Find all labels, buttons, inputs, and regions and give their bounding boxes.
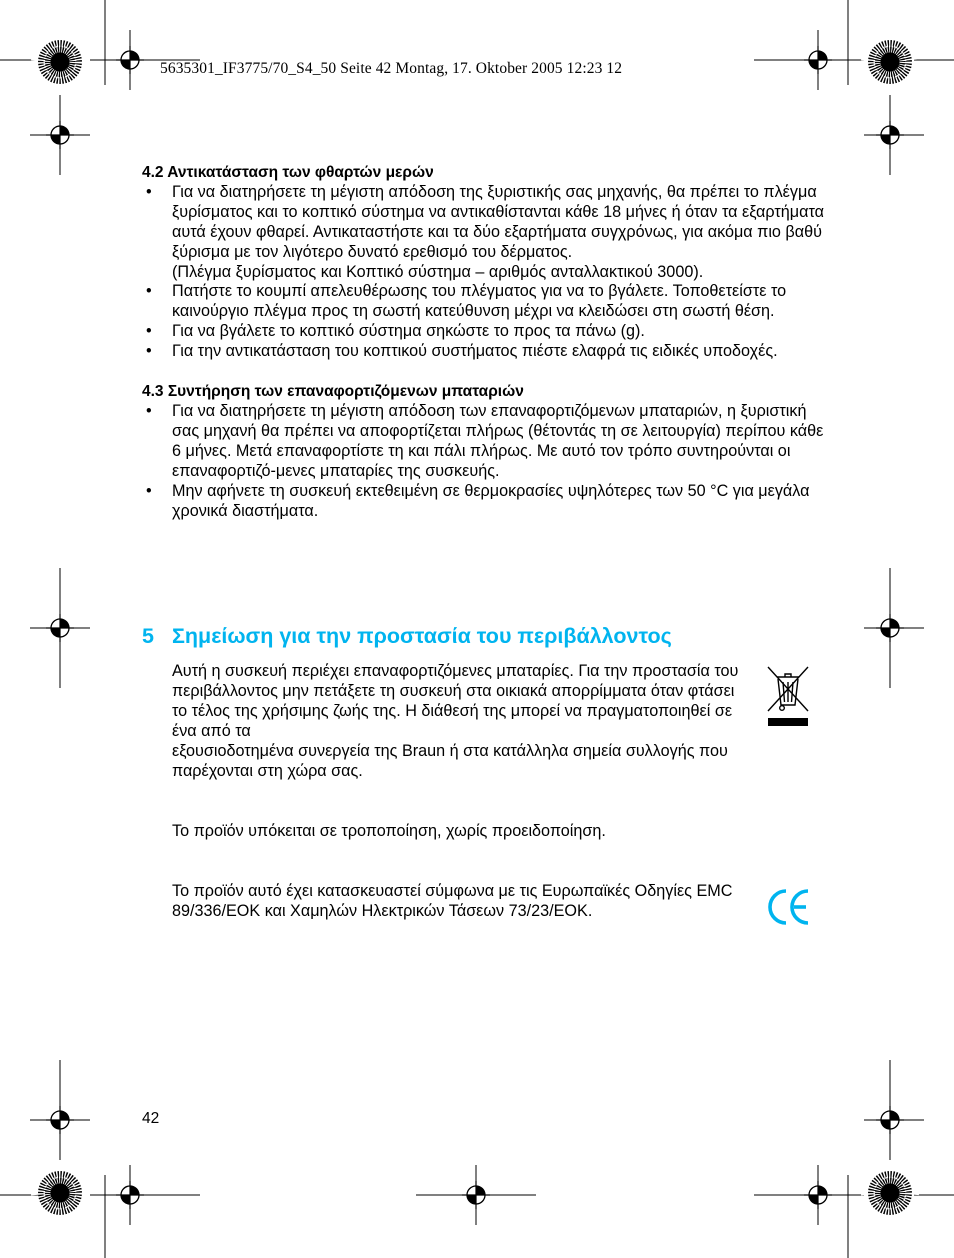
page-number: 42: [142, 1110, 160, 1127]
section-5-title: Σημείωση για την προστασία του περιβάλλοντος: [172, 624, 672, 648]
environment-paragraph-part1: Αυτή η συσκευή περιέχει επαναφορτιζόμενες μπαταρίες. Για την προστασία του περιβάλλοντος μην πετάξετε τη συσκευή στα οικιακά απορρίμματα όταν φτάσει το τέλος της χρήσιμης ζωής της. Η διάθεσή της μπορεί να πραγματοποιηθεί σε ένα από τα: [172, 662, 739, 740]
section-4-3-heading: 4.3 Συντήρηση των επαναφορτιζόμενων μπαταριών: [142, 383, 524, 401]
list-item: • Για να διατηρήσετε τη μέγιστη απόδοση των επαναφορτιζόμενων μπαταριών, η ξυριστική σας μηχανή θα πρέπει να αποφορτίζεται πλήρως (θέτοντάς τη σε λειτουργία) περίπου κάθε 6 μήνες. Μετά επαναφορτίστε τη και πάλι πλήρως. Με αυτό τον τρόπο συντηρούνται οι επαναφορτιζό-μενες μπαταρίες της συσκευής.: [142, 402, 832, 482]
section-4-2-heading: 4.2 Αντικατάσταση των φθαρτών μερών: [142, 164, 434, 181]
modification-notice: Το προϊόν υπόκειται σε τροποποίηση, χωρίς προειδοποίηση.: [172, 822, 606, 840]
list-item: • Μην αφήνετε τη συσκευή εκτεθειμένη σε θερμοκρασίες υψηλότερες των 50 °C για μεγάλα χρονικά διαστήματα.: [142, 482, 832, 522]
section-4-2-bullet-1: Για να διατηρήσετε τη μέγιστη απόδοση της ξυριστικής σας μηχανής, θα πρέπει το πλέγμα ξυρίσματος και το κοπτικό σύστημα να αντικαθίστανται κάθε 18 μήνες ή όταν τα εξαρτήματα αυτά έχουν φθαρεί. Αντικαταστήστε και τα δύο εξαρτήματα συγχρόνως, για ακόμα πιο βαθύ ξύρισμα με τον λιγότερο δυνατό ερεθισμό του δέρματος.: [172, 182, 824, 261]
environment-paragraph: [172, 662, 812, 781]
list-item: • Για να βγάλετε το κοπτικό σύστημα σηκώστε το προς τα πάνω (g).: [142, 322, 832, 342]
ce-mark-icon: [766, 887, 812, 927]
section-4-3-list: [142, 402, 832, 521]
section-5-number: 5: [142, 624, 154, 648]
ce-conformity-statement: Το προϊόν αυτό έχει κατασκευαστεί σύμφωνα με τις Ευρωπαϊκές Οδηγίες EMC 89/336/EOK και Χαμηλών Ηλεκτρικών Τάσεων 73/23/EOK.: [172, 882, 733, 920]
section-4-2-list: [142, 183, 832, 362]
part-number-note: (Πλέγμα ξυρίσματος και Κοπτικό σύστημα – αριθμός ανταλλακτικού 3000).: [172, 262, 704, 281]
list-item: • Για την αντικατάσταση του κοπτικού συστήματος πιέστε ελαφρά τις ειδικές υποδοχές.: [142, 342, 832, 362]
page-content: [142, 163, 832, 521]
list-item: [142, 183, 832, 283]
list-item: • Πατήστε το κουμπί απελευθέρωσης του πλέγματος για να το βγάλετε. Τοποθετείστε το καινούργιο πλέγμα προς τη σωστή κατεύθυνση μέχρι να κλειδώσει στη σωστή θέση.: [142, 282, 832, 322]
print-header-line: 5635301_IF3775/70_S4_50 Seite 42 Montag, 17. Oktober 2005 12:23 12: [160, 60, 623, 77]
crossed-out-wheelie-bin-icon: [766, 665, 810, 727]
environment-paragraph-part2: εξουσιοδοτημένα συνεργεία της Braun ή στα κατάλληλα σημεία συλλογής που παρέχονται στη χώρα σας.: [172, 741, 728, 780]
section-5-heading: [142, 624, 672, 649]
